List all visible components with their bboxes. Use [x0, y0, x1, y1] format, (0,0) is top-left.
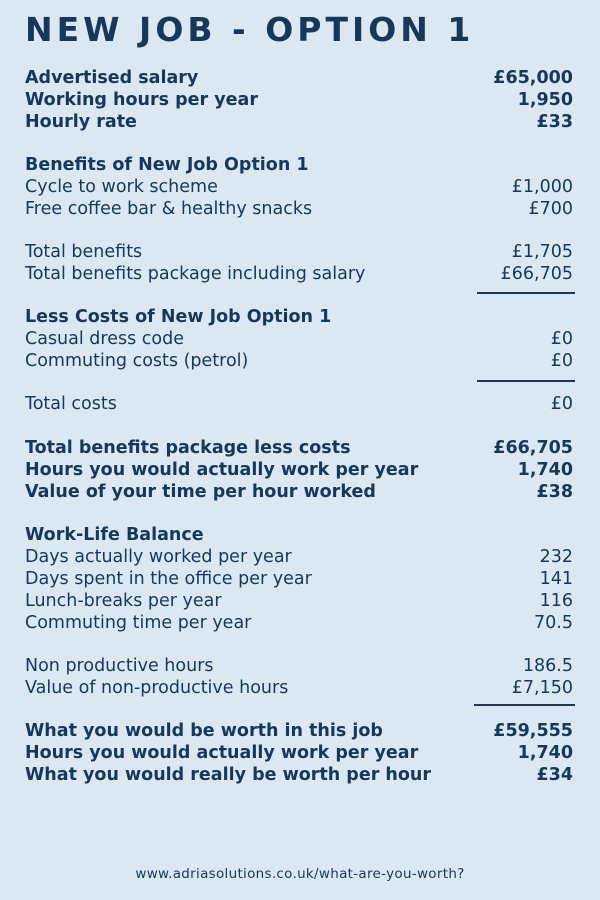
row-label: Days spent in the office per year: [25, 569, 312, 589]
advertised-salary-row: [25, 67, 573, 89]
row-label: Hourly rate: [25, 112, 137, 132]
total-benefits-row: [25, 241, 573, 263]
working-hours-row: [25, 89, 573, 111]
work-life-heading: [25, 524, 573, 546]
cost-row: [25, 328, 573, 350]
row-value: £65,000: [493, 68, 573, 88]
row-label: Total benefits: [25, 242, 143, 262]
row-label: Value of your time per hour worked: [25, 482, 376, 502]
benefit-row: [25, 198, 573, 220]
work-life-row: [25, 546, 573, 568]
costs-heading: [25, 306, 573, 328]
actual-hours-row: [25, 742, 573, 764]
row-label: Commuting time per year: [25, 613, 252, 633]
row-value: £1,705: [511, 242, 573, 262]
footer-url: www.adriasolutions.co.uk/what-are-you-worth?: [135, 866, 465, 882]
row-label: What you would be worth in this job: [25, 721, 383, 741]
total-costs-row: [25, 393, 573, 415]
row-label: Non productive hours: [25, 656, 214, 676]
work-life-row: [25, 590, 573, 612]
row-label: Days actually worked per year: [25, 547, 292, 567]
row-value: £0: [550, 394, 573, 414]
row-value: £66,705: [500, 264, 573, 284]
row-label: Advertised salary: [25, 68, 199, 88]
row-value: 232: [539, 547, 573, 567]
row-value: 186.5: [522, 656, 573, 676]
page-title: NEW JOB - OPTION 1: [25, 10, 475, 49]
row-value: £33: [536, 112, 573, 132]
row-value: £0: [550, 351, 573, 371]
work-life-row: [25, 612, 573, 634]
row-value: £59,555: [493, 721, 573, 741]
value-per-hour-row: [25, 481, 573, 503]
benefit-row: [25, 176, 573, 198]
row-value: 141: [539, 569, 573, 589]
row-label: Total benefits package less costs: [25, 438, 351, 458]
total-package-row: [25, 263, 573, 285]
row-label: Total benefits package including salary: [25, 264, 366, 284]
section-heading: Less Costs of New Job Option 1: [25, 307, 332, 327]
row-label: Working hours per year: [25, 90, 258, 110]
package-less-costs-row: [25, 437, 573, 459]
row-value: £7,150: [511, 678, 573, 698]
row-label: Cycle to work scheme: [25, 177, 218, 197]
row-value: £1,000: [511, 177, 573, 197]
work-life-row: [25, 568, 573, 590]
row-value: £66,705: [493, 438, 573, 458]
row-label: What you would really be worth per hour: [25, 765, 431, 785]
total-divider: [477, 292, 575, 294]
worth-in-job-row: [25, 720, 573, 742]
row-value: 1,950: [517, 90, 573, 110]
section-heading: Benefits of New Job Option 1: [25, 155, 309, 175]
row-label: Hours you would actually work per year: [25, 743, 419, 763]
actual-hours-row: [25, 459, 573, 481]
benefits-heading: [25, 154, 573, 176]
row-label: Hours you would actually work per year: [25, 460, 419, 480]
row-label: Free coffee bar & healthy snacks: [25, 199, 313, 219]
row-value: £0: [550, 329, 573, 349]
hourly-rate-row: [25, 111, 573, 133]
cost-row: [25, 350, 573, 372]
total-divider: [474, 704, 575, 706]
row-value: 1,740: [517, 460, 573, 480]
section-heading: Work-Life Balance: [25, 525, 204, 545]
row-value: 116: [539, 591, 573, 611]
row-value: 70.5: [534, 613, 573, 633]
row-value: £700: [528, 199, 573, 219]
worth-per-hour-row: [25, 764, 573, 786]
row-value: £38: [536, 482, 573, 502]
non-productive-value-row: [25, 677, 573, 699]
row-label: Total costs: [25, 394, 117, 414]
row-value: £34: [536, 765, 573, 785]
total-divider: [477, 380, 575, 382]
row-value: 1,740: [517, 743, 573, 763]
non-productive-row: [25, 655, 573, 677]
row-label: Commuting costs (petrol): [25, 351, 249, 371]
row-label: Lunch-breaks per year: [25, 591, 222, 611]
row-label: Value of non-productive hours: [25, 678, 289, 698]
row-label: Casual dress code: [25, 329, 184, 349]
